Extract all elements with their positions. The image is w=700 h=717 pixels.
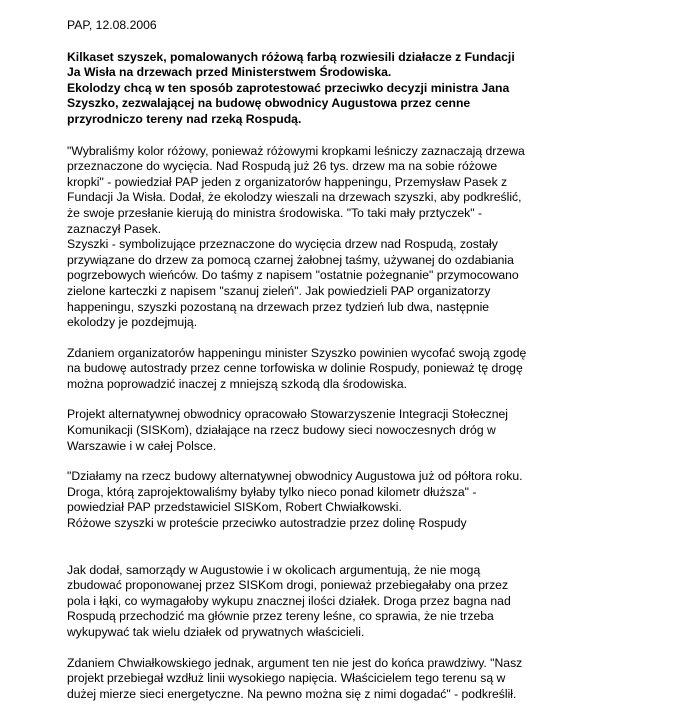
paragraph-line: można poprowadzić inaczej z mniejszą szkodą dla środowiska.: [67, 376, 408, 391]
article: [67, 18, 667, 702]
paragraph-line: ekolodzy je pozdejmują.: [67, 315, 198, 330]
spacer: [67, 641, 667, 656]
paragraph-line: na budowę autostrady przez cenne torfowiska w dolinie Rospudy, ponieważ tę drogę: [67, 361, 523, 376]
article-lead: [67, 50, 667, 128]
paragraph-quote-chwialkowski: [67, 469, 667, 531]
paragraph-line: Zdaniem organizatorów happeningu minister Szyszko powinien wycofać swoją zgodę: [67, 345, 527, 360]
spacer: [67, 331, 667, 346]
lead-line: Ja Wisła na drzewach przed Ministerstwem Środowiska.: [67, 65, 392, 80]
paragraph-line: pogrzebowych wieńców. Do taśmy z napisem "ostatnie pożegnanie" przymocowano: [67, 268, 519, 283]
paragraph-line: przywiązane do drzew za pomocą czarnej żałobnej taśmy, używanej do ozdabiania: [67, 252, 514, 267]
paragraph-organizers-opinion: [67, 346, 667, 393]
paragraph-siskom-project: [67, 407, 667, 454]
spacer: [67, 128, 667, 144]
paragraph-line: Komunikacji (SISKom), działające na rzecz budowy sieci nowoczesnych dróg w: [67, 423, 496, 438]
lead-line: Szyszko, zezwalającej na budowę obwodnicy Augustowa przez cenne: [67, 96, 471, 111]
lead-line: przyrodniczo tereny nad rzeką Rospudą.: [67, 111, 302, 126]
lead-line: Ekolodzy chcą w ten sposób zaprotestować przeciwko decyzji ministra Jana: [67, 80, 510, 95]
paragraph-chwialkowski-argument: [67, 656, 667, 703]
photo-caption: Różowe szyszki w proteście przeciwko autostradzie przez dolinę Rospudy: [67, 516, 467, 531]
spacer: [67, 454, 667, 469]
spacer: [67, 34, 667, 50]
paragraph-line: zbudować proponowanej przez SISKom drogi, ponieważ przebiegałaby ona przez: [67, 578, 509, 593]
paragraph-quote-pasek: [67, 144, 667, 331]
source-date: PAP, 12.08.2006: [67, 18, 157, 32]
paragraph-line: "Wybraliśmy kolor różowy, ponieważ różowymi kropkami leśniczy zaznaczają drzewa: [67, 143, 525, 158]
paragraph-line: Fundacji Ja Wisła. Dodał, że ekolodzy wieszali na drzewach szyszki, aby podkreślić,: [67, 190, 522, 205]
paragraph-line: wykupywać tak wielu działek od prywatnych właścicieli.: [67, 625, 365, 639]
paragraph-line: że swoje przesłanie kierują do ministra środowiska. "To taki mały prztyczek" -: [67, 205, 483, 220]
paragraph-line: dużej mierze sieci energetyczne. Na pewno można się z nimi dogadać" - podkreślił.: [67, 686, 517, 701]
lead-line: Kilkaset szyszek, pomalowanych różową farbą rozwiesili działacze z Fundacji: [67, 49, 515, 64]
paragraph-line: zaznaczył Pasek.: [67, 221, 162, 236]
spacer: [67, 532, 667, 563]
paragraph-line: Jak dodał, samorządy w Augustowie i w okolicach argumentują, że nie mogą: [67, 562, 481, 577]
paragraph-line: pola i łąki, co wymagałoby wykupu znacznej ilości działek. Droga przez bagna nad: [67, 593, 511, 608]
paragraph-line: projekt przebiegał wzdłuż linii wysokiego napięcia. Właścicielem tego terenu są w: [67, 671, 506, 686]
paragraph-local-governments: [67, 563, 667, 641]
paragraph-line: przeznaczone do wycięcia. Nad Rospudą już 26 tys. drzew ma na sobie różowe: [67, 159, 498, 174]
paragraph-line: Szyszki - symbolizujące przeznaczone do wycięcia drzew nad Rospudą, zostały: [67, 237, 498, 252]
paragraph-line: Rospudą przechodzić ma głównie przez tereny leśne, co sprawia, że nie trzeba: [67, 609, 494, 624]
paragraph-line: "Działamy na rzecz budowy alternatywnej obwodnicy Augustowa już od półtora roku.: [67, 469, 523, 484]
paragraph-line: powiedział PAP przedstawiciel SISKom, Robert Chwiałkowski.: [67, 500, 402, 515]
paragraph-line: zielone karteczki z napisem "szanuj zieleń". Jak powiedzieli PAP organizatorzy: [67, 283, 491, 298]
paragraph-line: Warszawie i w całej Polsce.: [67, 438, 217, 453]
paragraph-line: happeningu, szyszki pozostaną na drzewach przez tydzień lub dwa, następnie: [67, 299, 490, 314]
paragraph-line: kropki" - powiedział PAP jeden z organizatorów happeningu, Przemysław Pasek z: [67, 174, 508, 189]
spacer: [67, 392, 667, 407]
paragraph-line: Zdaniem Chwiałkowskiego jednak, argument ten nie jest do końca prawdziwy. "Nasz: [67, 655, 523, 670]
paragraph-line: Droga, którą zaprojektowaliśmy byłaby tylko nieco ponad kilometr dłuższa" -: [67, 484, 477, 499]
paragraph-line: Projekt alternatywnej obwodnicy opracowało Stowarzyszenie Integracji Stołecznej: [67, 407, 509, 422]
